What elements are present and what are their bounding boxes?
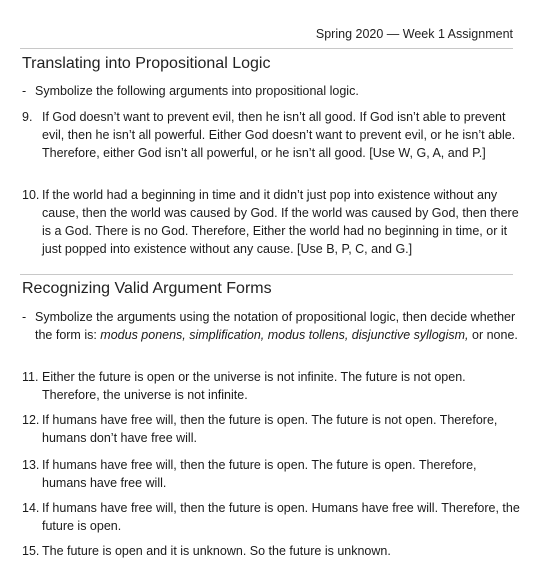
question-text: The future is open and it is unknown. So the future is unknown. (42, 544, 391, 558)
instruction-suffix: or none. (468, 328, 518, 342)
divider-middle (20, 274, 513, 275)
question-15 (22, 542, 520, 560)
bullet-dash: - (22, 310, 27, 324)
question-text: Either the future is open or the universe is not infinite. The future is not open. Therefore, the universe is not infinite. (42, 370, 466, 402)
instruction-prefix: Symbolize the arguments using the notation of propositional logic, then decide whether the form is: (35, 310, 516, 342)
question-number: 15. (22, 544, 40, 558)
divider-top (20, 48, 513, 49)
bullet-dash: - (22, 84, 27, 98)
section2-instruction (22, 308, 520, 344)
instruction-forms: modus ponens, simplification, modus tollens, disjunctive syllogism, (100, 328, 469, 342)
question-9 (22, 108, 520, 162)
question-11 (22, 368, 520, 404)
question-text: If humans have free will, then the future is open. The future is open. Therefore, humans have free will. (42, 458, 477, 490)
question-number: 12. (22, 413, 40, 427)
question-number: 9. (22, 110, 33, 124)
question-12 (22, 411, 520, 447)
section1-instruction-text: Symbolize the following arguments into propositional logic. (35, 84, 359, 98)
question-text: If humans have free will, then the future is open. Humans have free will. Therefore, the future is open. (42, 501, 520, 533)
question-number: 14. (22, 501, 40, 515)
question-text: If humans have free will, then the future is open. The future is not open. Therefore, humans don’t have free will. (42, 413, 498, 445)
section-title-translating: Translating into Propositional Logic (22, 55, 271, 72)
section1-instruction (22, 82, 520, 100)
question-number: 10. (22, 188, 40, 202)
question-10 (22, 186, 520, 258)
question-13 (22, 456, 520, 492)
section2-instruction-text (35, 308, 520, 344)
question-14 (22, 499, 520, 535)
question-text: If the world had a beginning in time and it didn’t just pop into existence without any cause, then the world was caused by God. If the world was caused by God, then there is a God. There is no God. Therefore, Either the world had no beginning in time, or it just popped into existence without any cause. [Use B, P, C, and G.] (42, 188, 519, 256)
section-title-valid-forms: Recognizing Valid Argument Forms (22, 280, 272, 297)
course-header: Spring 2020 — Week 1 Assignment (315, 27, 513, 41)
question-number: 13. (22, 458, 40, 472)
question-text: If God doesn’t want to prevent evil, then he isn’t all good. If God isn’t able to prevent evil, then he isn’t all powerful. Either God doesn’t want to prevent evil, or he isn’t able. Therefore, either God isn’t all powerful, or he isn’t all good. [Use W, G, A, and P.] (42, 110, 516, 160)
question-number: 11. (22, 370, 39, 384)
